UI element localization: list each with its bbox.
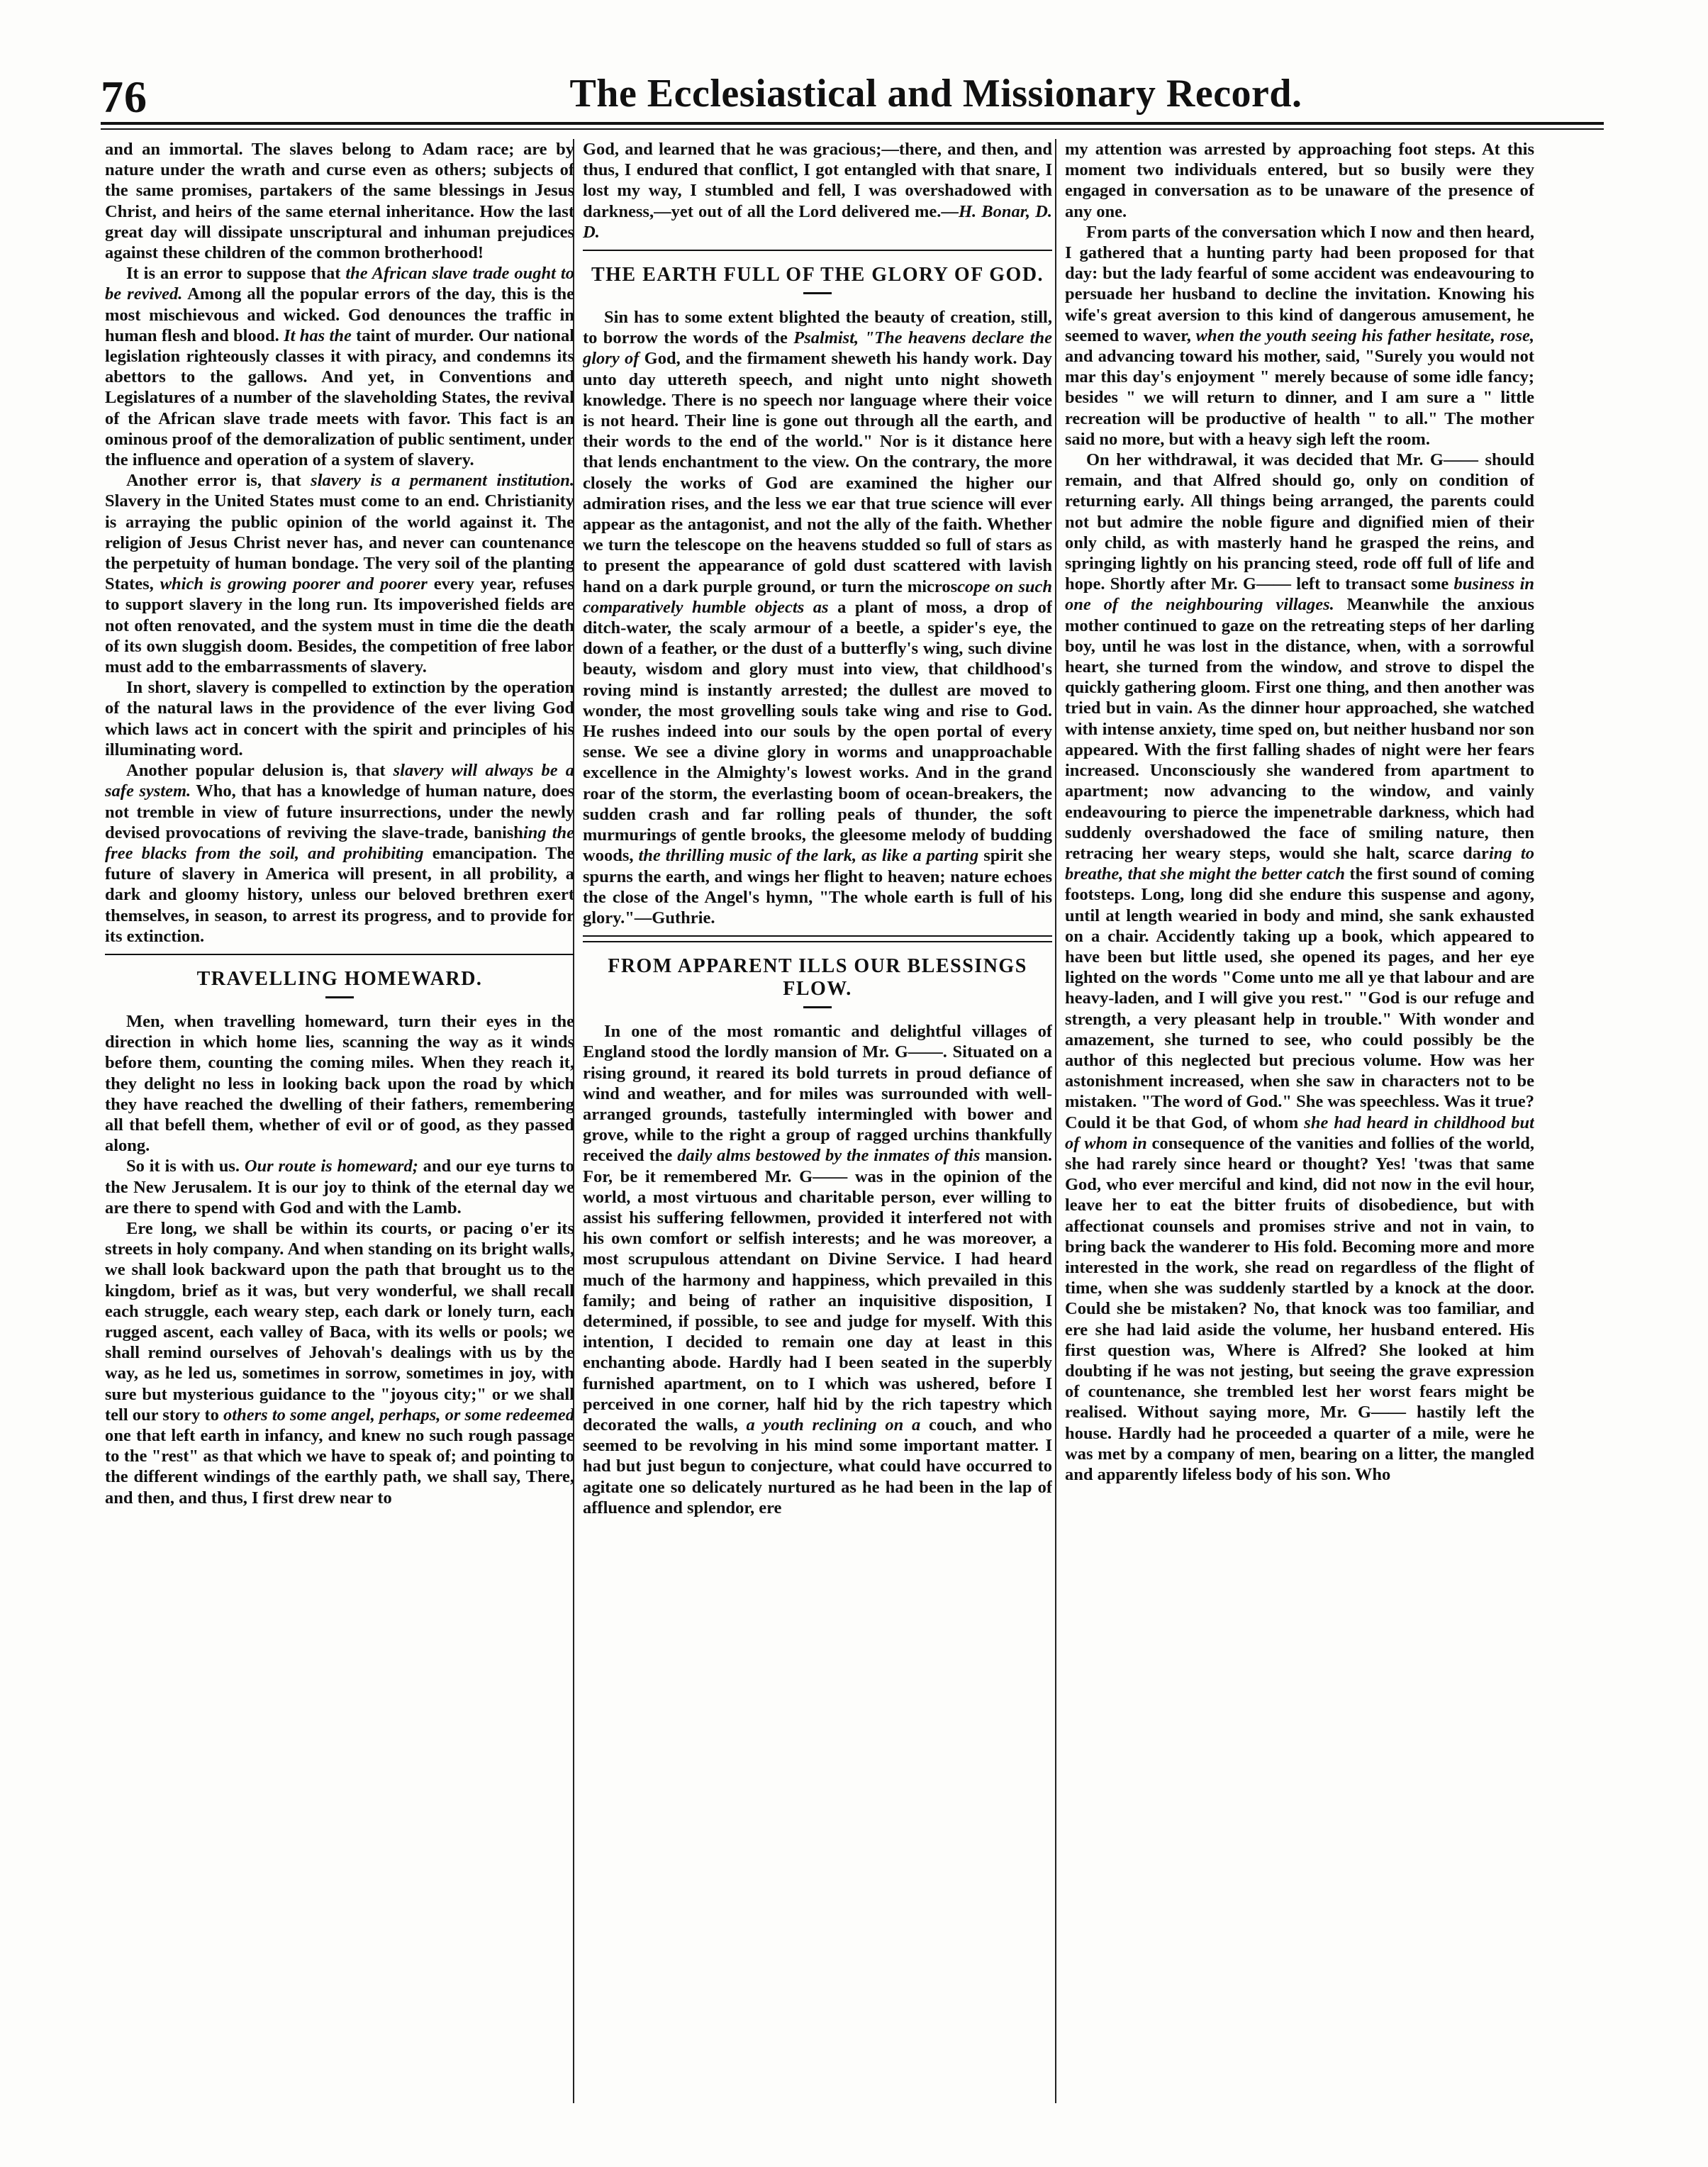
paragraph [105, 760, 574, 947]
section-heading: THE EARTH FULL OF THE GLORY OF GOD. [591, 264, 1044, 286]
italic-text: ing to breathe, that she might the better catch [1065, 843, 1534, 884]
italic-text: she had heard in childhood but of whom in [1065, 1113, 1534, 1153]
column-2 [583, 139, 1052, 2110]
italic-text: Our route is homeward; [244, 1157, 418, 1176]
text-run: and advancing toward his mother, said, "Surely you would not mar this day's enjoyment " merely because of some idle fancy; besides " we will return to dinner, and I am sure a " little recreation will be productive of health " to all." The mother said no more, but with a heavy sigh left the room. [1065, 347, 1534, 449]
italic-text: ing the free blacks from the soil, and prohibiting [105, 823, 574, 863]
text-run: Slavery in the United States must come to an end. Christianity is arraying the public opinion of the world against it. The religion of Jesus Christ never has, and never can countenance the perpetuity of human bondage. The very soil of the planting States, [105, 491, 574, 594]
section-rule [105, 954, 574, 955]
italic-text: daily alms bestowed by the inmates of this [677, 1146, 981, 1166]
text-run: couch, and who seemed to be revolving in his mind some important matter. I had but just begun to conjecture, what could have occurred to agitate one so delicately nurtured as he had been in the lap of affluence and splendor, ere [583, 1415, 1052, 1517]
text-run: In one of the most romantic and delightful villages of England stood the lordly mansion of Mr. G——. Situated on a rising ground, it reared its bold turrets in proud defiance of wind and weather, and for miles was surrounded with well-arranged grounds, tastefully intermingled with bower and grove, while to the right a group of ragged urchins thankfully received the [583, 1022, 1052, 1166]
text-run: taint of murder. Our national legislation righteously classes it with piracy, and condemns its abettors to the gallows. And yet, in Conventions and Legislatures of a number of the slaveholding States, the revival of the African slave trade meets with favor. This fact is an ominous proof of the demoralization of public sentiment, under the influence and operation of a system of slavery. [105, 325, 574, 470]
italic-text: when the youth seeing his father hesitate, rose, [1195, 325, 1534, 345]
text-run: one that left earth in infancy, and knew no such rough passage to the "rest" as that which we have to speak of; and pointing to the different windings of the earthly path, we shall say, There, and then, and thus, I first drew near to [105, 1425, 574, 1508]
text-run: the first sound of coming footsteps. Long, long did she endure this suspense and agony, until at length wearied in body and mind, she sank exhausted on a chair. Accidently taking up a book, which appeared to have been but little used, she opened its pages, and her eye lighted on the words "Come unto me all ye that labour and are heavy-laden, and I will give you rest." "God is our refuge and strength, a very pleasant help in trouble." With wonder and amazement, she turned to see, who could possibly be the author of this neglected but precious volume. How was her astonishment increased, when she saw in characters not to be mistaken. "The word of God." She was speechless. Was it true? Could it be that God, of whom [1065, 864, 1534, 1132]
italic-text: the thrilling music of the lark, as like a parting [638, 846, 979, 866]
text-run: Another popular delusion is, that [126, 761, 393, 781]
section-heading: FROM APPARENT ILLS OUR BLESSINGS FLOW. [608, 955, 1027, 1001]
text-run: consequence of the vanities and follies of the world, she had rarely since heard or thought? Yes! 'twas that same God, who ever merciful and kind, did not now in the evil hour, leave her to eat the bitter fruits of disobedience, but with affectionat counsels and promises strive and not in vain, to bring back the wanderer to His fold. Becoming more and more interested in the work, she read on regardless of the flight of time, when she was suddenly startled by a knock at the door. Could she be mistaken? No, that knock was too familiar, and ere she had laid aside the volume, her husband entered. His first question was, Where is Alfred? She looked at him doubting if he was not jesting, but seeing the grave expression of countenance, she trembled lest her worst fears might be realised. Without saying more, Mr. G—— hastily left the house. Hardly had he proceeded a quarter of a mile, were he was met by a company of men, bearing on a litter, the mangled and apparently lifeless body of his son. Who [1065, 1133, 1534, 1484]
italic-text: slavery will always be a safe system. [105, 761, 574, 801]
heading-dash [803, 1006, 832, 1008]
section-heading: TRAVELLING HOMEWARD. [196, 967, 483, 990]
italic-text: others to some angel, perhaps, or some redeemed [223, 1405, 574, 1425]
italic-text: which is growing poorer and poorer [160, 574, 428, 594]
text-run: every year, refuses to support slavery in the long run. Its impoverished fields are not often renovated, and the system must in time die the death of its own sluggish doom. Besides, the competition of free labor must add to the embarrassments of slavery. [105, 574, 574, 677]
text-run: and our eye turns to the New Jerusalem. It is our joy to think of the eternal day we are there to spend with God and with the Lamb. [105, 1157, 574, 1218]
italic-text: the African slave trade ought to be revived. [105, 264, 574, 304]
italic-text: a youth reclining on a [746, 1415, 921, 1435]
text-run: It is an error to suppose that [126, 264, 346, 284]
section-rule [583, 935, 1052, 937]
italic-text: business in one of the neighbouring villages. [1065, 574, 1534, 615]
text-run: Another error is, that [126, 471, 311, 491]
paragraph [105, 1156, 574, 1218]
section-rule-thin [583, 941, 1052, 942]
text-run: Who, that has a knowledge of human nature, does not tremble in view of future insurrections, under the newly devised provocations of reviving the slave-trade, banish [105, 781, 574, 842]
paragraph: and an immortal. The slaves belong to Adam race; are by nature under the wrath and curse even as others; subjects of the same promises, partakers of the same blessings in Jesus Christ, and heirs of the same eternal inheritance. How the last great day will dissipate unscriptural and inhuman prejudices against these children of the common brotherhood! [105, 140, 574, 263]
text-run: God, and the firmament sheweth his handy work. Day unto day uttereth speech, and night unto night showeth knowledge. There is no speech nor language where their voice is not heard. Their line is gone out through all the earth, and their words to the end of the world." Nor is it distance here that lends enchantment to the view. On the contrary, the more closely the works of God are examined the higher our admiration rises, and the less we ear that true science will ever appear as the antagonist, and not the ally of the faith. Whether we turn the telescope on the heavens studded so full of stars as to present the appearance of gold dust scattered with lavish hand on a dark purple ground, or turn the micros [583, 349, 1052, 596]
text-run: Sin has to some extent blighted the beauty of creation, still, to borrow the words of the [583, 308, 1052, 348]
paragraph [105, 1218, 574, 1508]
section-rule [583, 250, 1052, 251]
text-run: So it is with us. [126, 1157, 245, 1176]
column-1 [105, 139, 574, 2110]
page-number: 76 [101, 72, 147, 122]
header-rule [101, 122, 1604, 125]
paragraph [583, 1021, 1052, 1518]
paragraph: In short, slavery is compelled to extinction by the operation of the natural laws in the providence of the ever living God which laws act in concert with the spirit and principles of his illuminating word. [105, 678, 574, 759]
text-run: Ere long, we shall be within its courts, or pacing o'er its streets in holy company. And when standing on its bright walls, we shall look backward upon the path that brought us to the kingdom, brief as it was, but very wonderful, we shall recall each struggle, each weary step, each dark or lonely turn, each rugged ascent, each valley of Baca, with its wells or pools; we shall remind ourselves of Jehovah's dealings with us by the way, as he led us, sometimes in sorrow, sometimes in joy, with sure but mysterious guidance to the "joyous city;" or we shall tell our story to [105, 1218, 574, 1425]
paragraph [105, 263, 574, 470]
text-run: a plant of moss, a drop of ditch-water, the scaly armour of a beetle, a spider's eye, the down of a feather, or the dust of a butterfly's wing, such divine beauty, wisdom and glory must into view, that childhood's roving mind is instantly arrested; the dullest are moved to wonder, the most grovelling souls take wing and rise to God. He rushes indeed into our souls by the open portal of every sense. We see a divine glory in worms and unapproachable excellence in the Almighty's lowest works. And in the grand roar of the storm, the everlasting boom of ocean-breakers, the sudden crash and far rolling peals of thunder, the soft murmurings of gentle brooks, the gleesome melody of budding woods, [583, 597, 1052, 866]
paragraph [583, 139, 1052, 243]
paragraph [1065, 450, 1534, 1485]
text-run: emancipation. The future of slavery in America will present, in all probility, a dark and gloomy history, unless our beloved brethren exert themselves, in season, to arrest its progress, and to provide for its extinction. [105, 843, 574, 946]
text-run: Among all the popular errors of the day, this is the most mischievous and wicked. God denounces the traffic in human flesh and blood. [105, 284, 574, 345]
paragraph [105, 470, 574, 677]
paragraph: Men, when travelling homeward, turn their eyes in the direction in which home lies, scanning the way as it winds before them, counting the coming miles. When they reach it, they delight no less in looking back upon the road by which they have reached the dwelling of their fathers, remembering all that befell them, whether of evil or of good, as they passed along. [105, 1011, 574, 1156]
paragraph [1065, 222, 1534, 450]
text-run: God, and learned that he was gracious;—there, and then, and thus, I endured that conflict, I got entangled with that snare, I lost my way, I stumbled and fell, I was overshadowed with darkness,—yet out of all the Lord delivered me.— [583, 140, 1052, 221]
italic-text: slavery is a permanent institution. [311, 471, 574, 491]
text-run: Meanwhile the anxious mother continued to gaze on the retreating steps of her darling boy, until he was lost in the distance, when, with a sorrowful heart, she turned from the window, and strove to dispel the quickly gathering gloom. First one thing, and then another was tried but in vain. As the dinner hour approached, she watched with intense anxiety, time sped on, but neither husband nor son appeared. With the first falling shades of night were her fears increased. Unconsciously she wandered from apartment to apartment; now advancing to the window, and vainly endeavouring to pierce the impenetrable darkness, which had suddenly overshadowed the face of smiling nature, then retracing her weary steps, would she halt, scarce dar [1065, 595, 1534, 863]
column-divider [1055, 139, 1056, 2103]
paragraph: my attention was arrested by approaching foot steps. At this moment two individuals entered, but so busily were they engaged in conversation as to be unaware of the presence of any one. [1065, 140, 1534, 221]
column-3 [1065, 139, 1534, 2110]
text-run: On her withdrawal, it was decided that Mr. G—— should remain, and that Alfred should go, only on condition of returning early. All things being arranged, the parents could not but admire the noble figure and dignified mien of their only child, as with masterly hand he grasped the reins, and springing lightly on his prancing steed, rode off full of life and hope. Shortly after Mr. G—— left to transact some [1065, 450, 1534, 594]
italic-text: H. Bonar, D. D. [583, 201, 1052, 242]
journal-title: The Ecclesiastical and Missionary Record. [569, 72, 1302, 116]
text-run: spirit she spurns the earth, and wings her flight to heaven; nature echoes the close of the Angel's hymn, "The whole earth is full of his glory."—Guthrie. [583, 846, 1052, 927]
italic-text: It has the [284, 325, 352, 345]
italic-text: cope on such comparatively humble objects as [583, 576, 1052, 617]
header-rule-thin [101, 128, 1604, 130]
text-run: mansion. For, be it remembered Mr. G—— was in the opinion of the world, a most virtuous and charitable person, ever willing to assist his suffering fellowmen, provided it interfered not with his own comfort or selfish interests; and he was moreover, a most scrupulous attendant on Divine Service. I had heard much of the harmony and happiness, which prevailed in this family; and being of rather an inquisitive disposition, I determined, if possible, to see and judge for myself. With this intention, I decided to remain one day at least in this enchanting abode. Hardly had I been seated in the superbly furnished apartment, on to I which was ushered, before I perceived in one corner, half hid by the rich tapestry which decorated the walls, [583, 1146, 1052, 1435]
italic-text: Psalmist, "The heavens declare the glory of [583, 328, 1052, 369]
heading-dash [803, 292, 832, 294]
heading-dash [325, 996, 354, 998]
text-run: From parts of the conversation which I now and then heard, I gathered that a hunting party had been proposed for that day: but the lady fearful of some accident was endeavouring to persuade her husband to decline the invitation. Knowing his wife's great aversion to this kind of dangerous amusement, he seemed to waver, [1065, 222, 1534, 345]
paragraph [583, 307, 1052, 928]
